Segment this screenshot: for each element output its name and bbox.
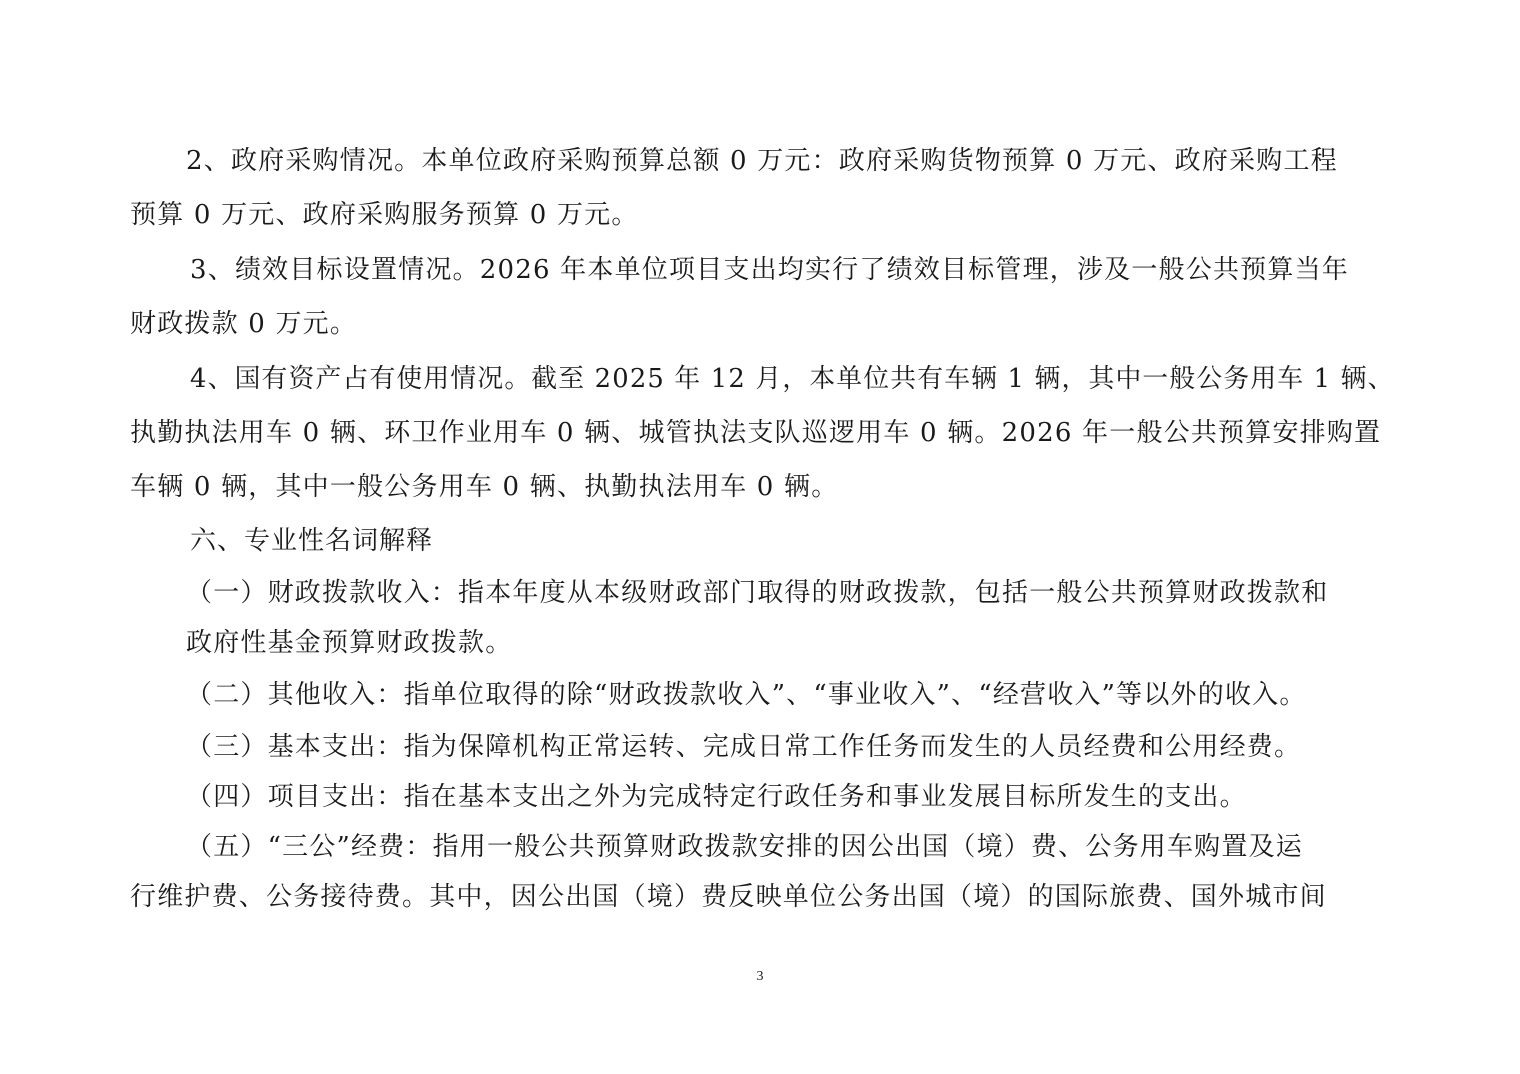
section-heading-terminology: 六、专业性名词解释: [190, 526, 434, 556]
definition-three-public-expenses-continued: 行维护费、公务接待费。其中，因公出国（境）费反映单位公务出国（境）的国际旅费、国外城市间: [130, 882, 1327, 912]
paragraph-state-assets-continued-2: 车辆 0 辆，其中一般公务用车 0 辆、执勤执法用车 0 辆。: [130, 472, 839, 502]
definition-project-expenditure: （四）项目支出：指在基本支出之外为完成特定行政任务和事业发展目标所发生的支出。: [186, 782, 1247, 812]
paragraph-state-assets-continued-1: 执勤执法用车 0 辆、环卫作业用车 0 辆、城管执法支队巡逻用车 0 辆。2026 年一般公共预算安排购置: [130, 418, 1382, 448]
paragraph-government-procurement-continued: 预算 0 万元、政府采购服务预算 0 万元。: [130, 200, 639, 230]
page-number: 3: [756, 969, 764, 984]
paragraph-government-procurement: 2、政府采购情况。本单位政府采购预算总额 0 万元：政府采购货物预算 0 万元、政府采购工程: [186, 146, 1338, 176]
paragraph-performance-targets: 3、绩效目标设置情况。2026 年本单位项目支出均实行了绩效目标管理，涉及一般公共预算当年: [190, 255, 1349, 285]
paragraph-state-assets: 4、国有资产占有使用情况。截至 2025 年 12 月，本单位共有车辆 1 辆，其中一般公务用车 1 辆、: [190, 364, 1395, 394]
paragraph-performance-targets-continued: 财政拨款 0 万元。: [130, 309, 358, 339]
definition-fiscal-appropriation-income: （一）财政拨款收入：指本年度从本级财政部门取得的财政拨款，包括一般公共预算财政拨款和: [186, 578, 1329, 608]
definition-other-income: （二）其他收入：指单位取得的除“财政拨款收入”、“事业收入”、“经营收入”等以外的收入。: [186, 680, 1307, 710]
definition-basic-expenditure: （三）基本支出：指为保障机构正常运转、完成日常工作任务而发生的人员经费和公用经费。: [186, 732, 1302, 762]
definition-three-public-expenses: （五）“三公”经费：指用一般公共预算财政拨款安排的因公出国（境）费、公务用车购置及运: [186, 832, 1303, 862]
definition-fiscal-appropriation-income-continued: 政府性基金预算财政拨款。: [186, 628, 513, 658]
